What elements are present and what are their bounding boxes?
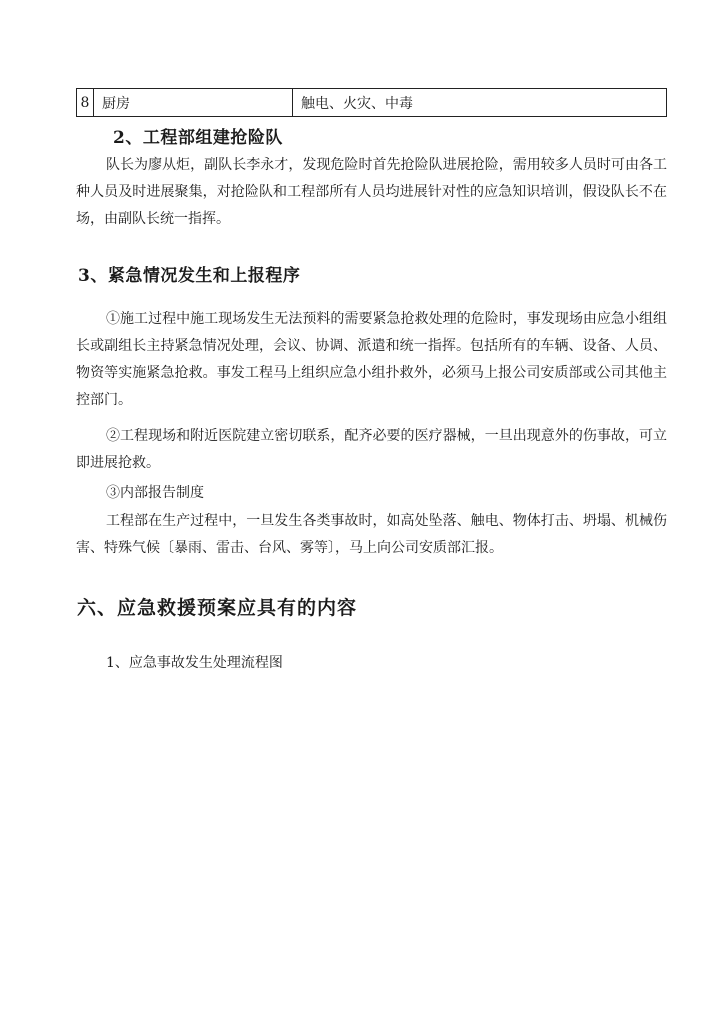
row-number: 8 xyxy=(77,89,94,117)
rescue-team-heading: 2、工程部组建抢险队 xyxy=(113,128,283,148)
section-six-heading: 六、应急救援预案应具有的内容 xyxy=(77,597,358,619)
table-row xyxy=(77,89,667,117)
report-procedure-heading: 3、紧急情况发生和上报程序 xyxy=(78,266,301,286)
row-hazards: 触电、火灾、中毒 xyxy=(293,89,667,117)
report-paragraph-2: ②工程现场和附近医院建立密切联系，配齐必要的医疗器械，一旦出现意外的伤事故，可立即进展抢救。 xyxy=(76,428,667,471)
report-paragraph-1: ①施工过程中施工现场发生无法预料的需要紧急抢救处理的危险时，事发现场由应急小组组长或副组长主持紧急情况处理，会议、协调、派遣和统一指挥。包括所有的车辆、设备、人员、物资等实施紧急抢救。事发工程马上组织应急小组扑救外，必须马上报公司安质部或公司其他主控部门。 xyxy=(76,311,667,408)
row-location: 厨房 xyxy=(94,89,293,117)
internal-report-title: ③内部报告制度 xyxy=(106,485,204,501)
rescue-team-paragraph: 队长为廖从炬，副队长李永才，发现危险时首先抢险队进展抢险，需用较多人员时可由各工种人员及时进展聚集，对抢险队和工程部所有人员均进展针对性的应急知识培训，假设队长不在场，由副队长统一指挥。 xyxy=(76,157,667,227)
report-paragraph-3: 工程部在生产过程中，一旦发生各类事故时，如高处坠落、触电、物体打击、坍塌、机械伤害、特殊气候〔暴雨、雷击、台风、雾等〕，马上向公司安质部汇报。 xyxy=(76,513,667,556)
flowchart-item: 1、应急事故发生处理流程图 xyxy=(106,655,283,671)
hazard-table xyxy=(76,88,667,117)
